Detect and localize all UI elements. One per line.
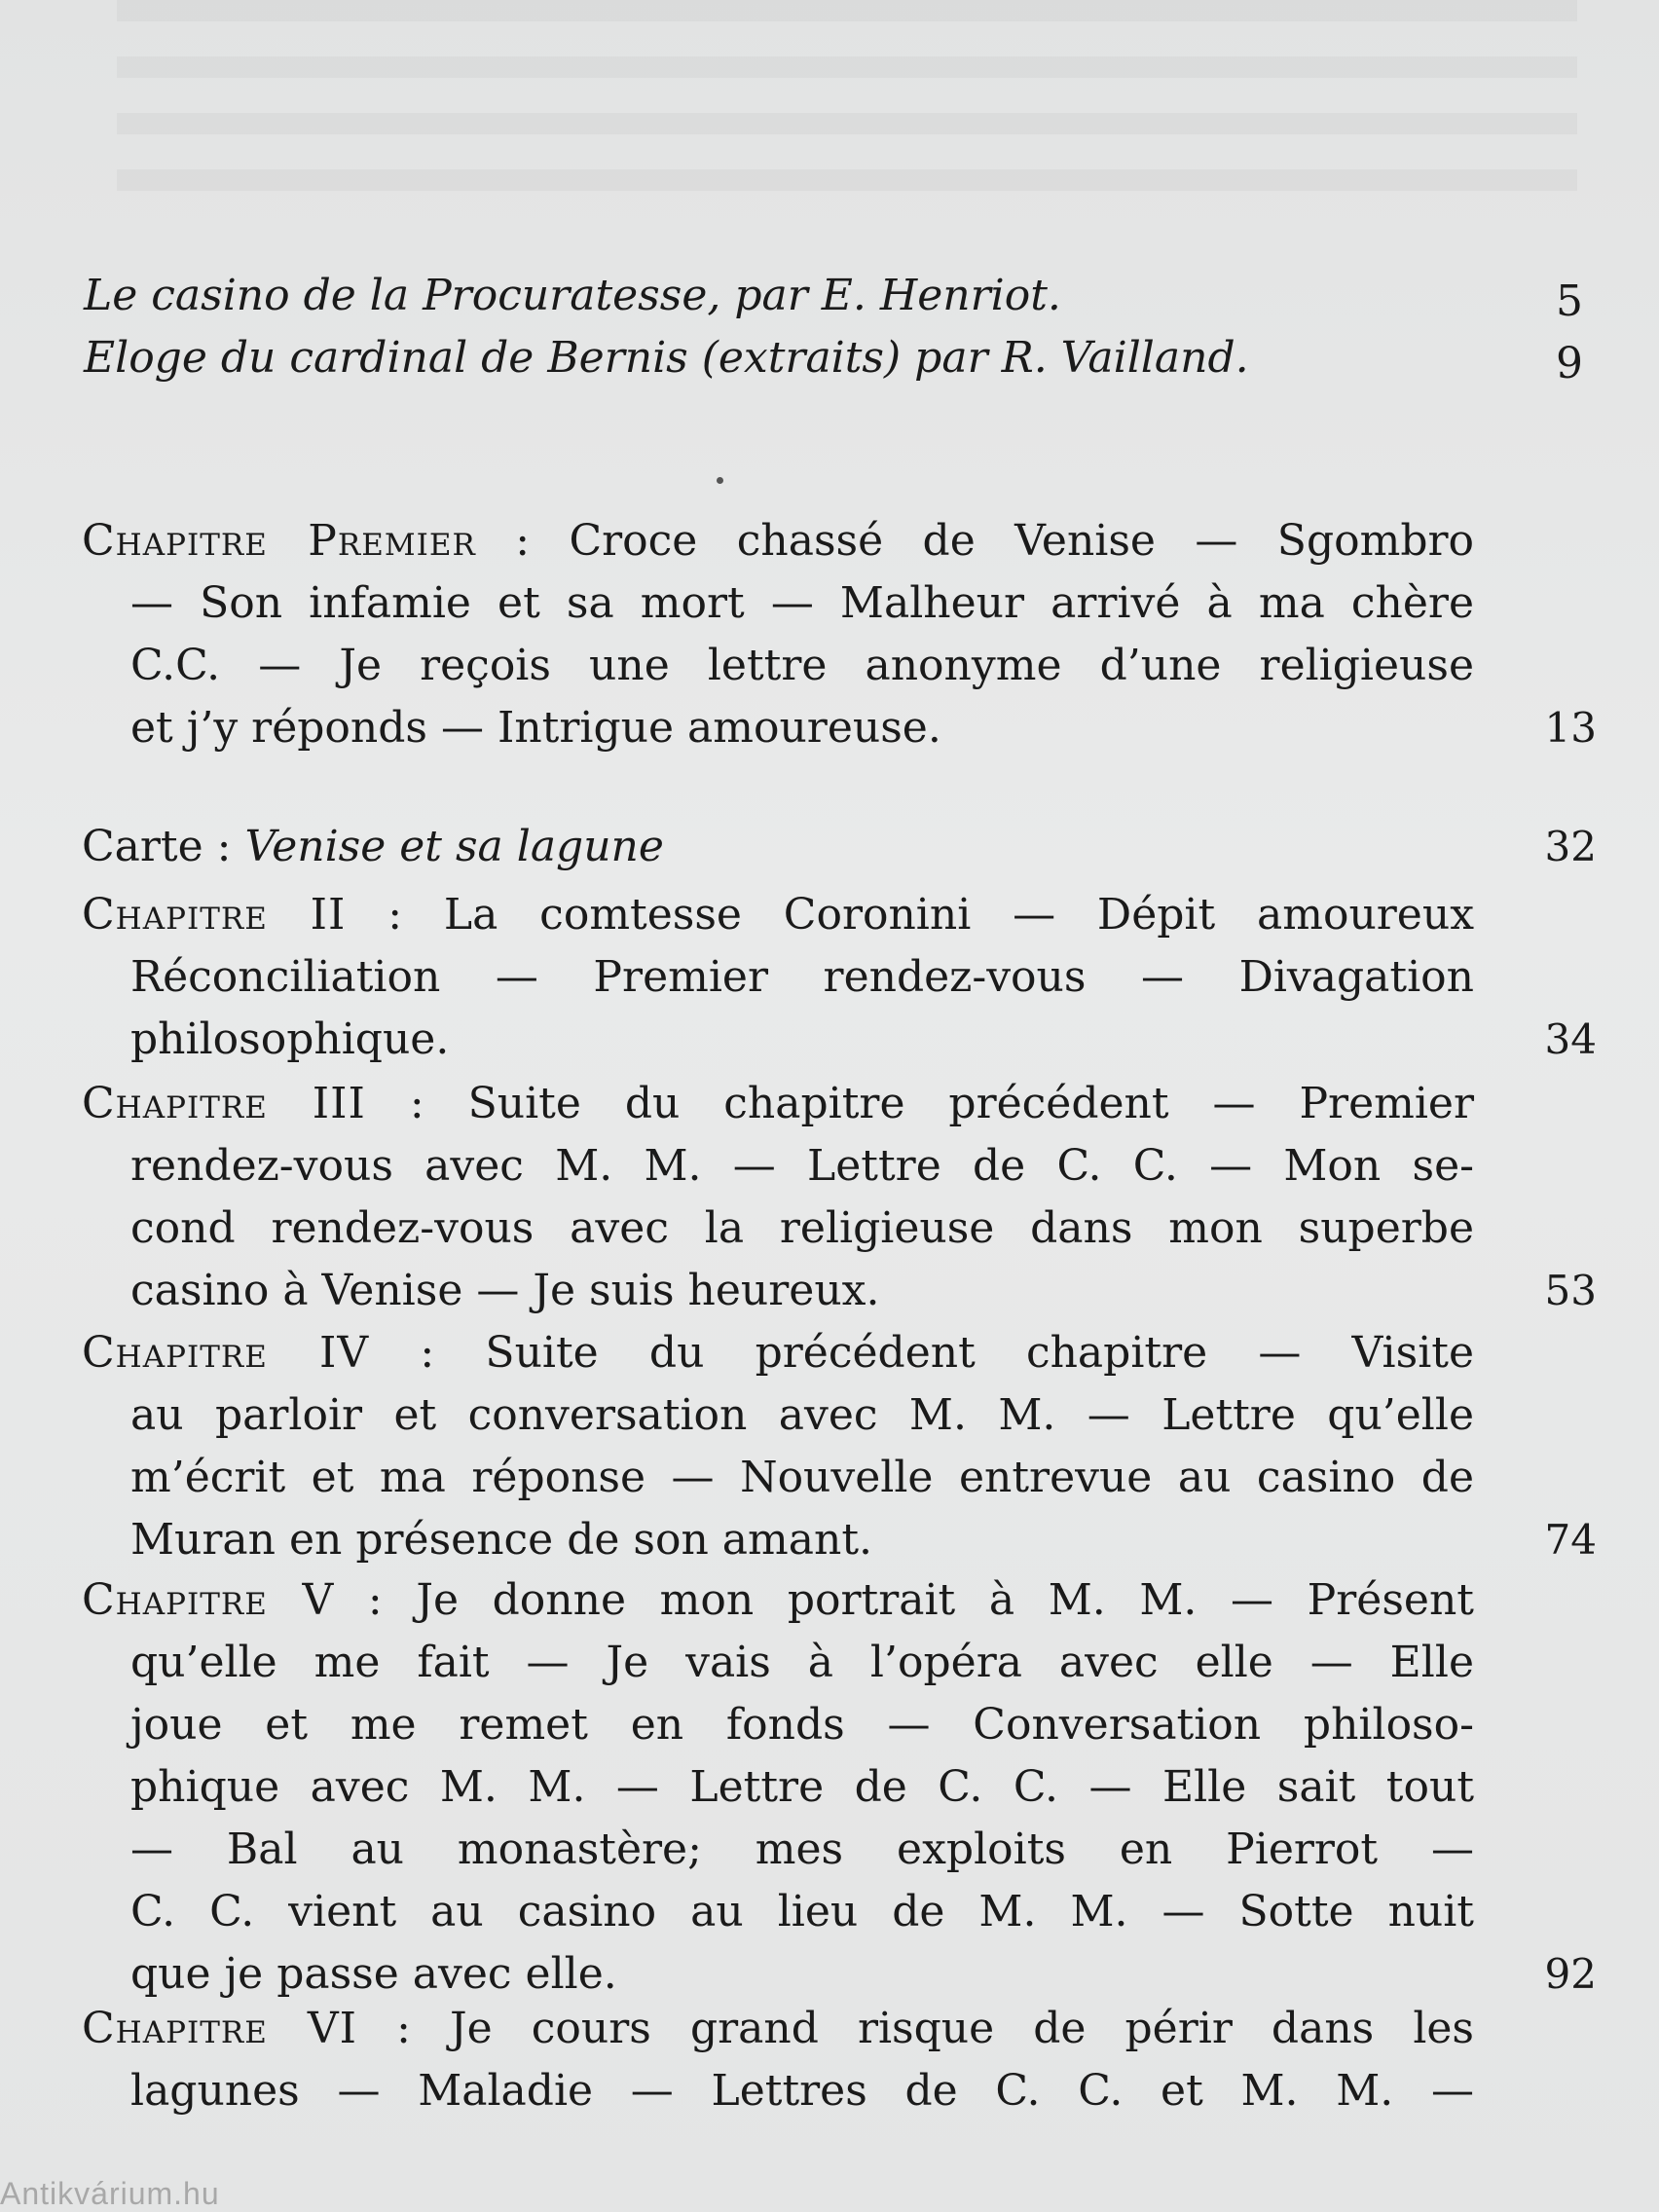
chapter-label: Chapitre IV — [82, 1328, 370, 1378]
chapter-summary-line: : Je donne mon portrait à M. M. — Présent — [334, 1575, 1474, 1625]
chapter-summary-line: Muran en présence de son amant. — [130, 1515, 872, 1565]
chapter-summary-line: — Son infamie et sa mort — Malheur arrivé à ma chère — [130, 578, 1474, 628]
toc-entry-chapitre-5 — [82, 1569, 1597, 2006]
page-number: 74 — [1544, 1516, 1597, 1564]
carte-label: Carte : — [82, 822, 245, 871]
chapter-summary-line: et j’y réponds — Intrigue amoureuse. — [130, 703, 941, 753]
toc-entry-chapitre-2 — [82, 884, 1597, 1071]
toc-entry-chapitre-premier — [82, 510, 1597, 759]
chapter-summary-line: phique avec M. M. — Lettre de C. C. — Elle sait tout — [130, 1762, 1474, 1812]
chapter-summary-line: rendez-vous avec M. M. — Lettre de C. C. — Mon se- — [130, 1141, 1474, 1191]
page-number: 34 — [1544, 1015, 1597, 1063]
chapter-summary-line: au parloir et conversation avec M. M. — Lettre qu’elle — [130, 1390, 1474, 1440]
chapter-label: Chapitre III — [82, 1079, 366, 1128]
intro-title: Eloge du cardinal de Bernis (extraits) par R. Vailland. — [84, 333, 1249, 383]
chapter-summary-line: : La comtesse Coronini — Dépit amoureux — [346, 890, 1475, 940]
toc-intro-entry — [84, 267, 1583, 325]
chapter-summary-line: Réconciliation — Premier rendez-vous — Divagation — [130, 952, 1474, 1002]
toc-entry-chapitre-4 — [82, 1322, 1597, 1571]
chapter-summary-line: : Suite du précédent chapitre — Visite — [369, 1328, 1474, 1378]
chapter-summary-line: joue et me remet en fonds — Conversation philoso- — [130, 1700, 1474, 1750]
chapter-summary-line: qu’elle me fait — Je vais à l’opéra avec elle — Elle — [130, 1638, 1474, 1687]
page-number: 13 — [1544, 704, 1597, 752]
chapter-label: Chapitre II — [82, 890, 347, 940]
toc-entry-chapitre-3 — [82, 1073, 1597, 1322]
chapter-label: Chapitre VI — [82, 2004, 358, 2053]
intro-title: Le casino de la Procuratesse, par E. Henriot. — [84, 271, 1061, 320]
chapter-summary-line: : Je cours grand risque de périr dans les — [357, 2004, 1475, 2053]
toc-intro-entry — [84, 329, 1583, 387]
page-number: 9 — [1556, 339, 1583, 388]
chapter-label: Chapitre V — [82, 1575, 335, 1625]
bleed-through-text — [117, 0, 1577, 224]
ink-dot — [717, 477, 723, 484]
chapter-summary-line: que je passe avec elle. — [130, 1949, 617, 1999]
page-number: 92 — [1544, 1950, 1597, 1998]
carte-title: Venise et sa lagune — [244, 822, 664, 871]
chapter-label: Chapitre Premier — [82, 516, 476, 566]
chapter-summary-line: : Croce chassé de Venise — Sgombro — [475, 516, 1475, 566]
chapter-summary-line: m’écrit et ma réponse — Nouvelle entrevue au casino de — [130, 1453, 1474, 1502]
chapter-summary-line: casino à Venise — Je suis heureux. — [130, 1266, 880, 1315]
chapter-summary-line: philosophique. — [130, 1014, 450, 1064]
toc-entry-carte — [82, 816, 1597, 878]
chapter-summary-line: lagunes — Maladie — Lettres de C. C. et M. M. — — [130, 2066, 1474, 2116]
chapter-summary-line: cond rendez-vous avec la religieuse dans mon superbe — [130, 1203, 1474, 1253]
chapter-summary-line: — Bal au monastère; mes exploits en Pierrot — — [130, 1825, 1474, 1874]
page-number: 32 — [1544, 823, 1597, 870]
chapter-summary-line: C.C. — Je reçois une lettre anonyme d’une religieuse — [130, 641, 1474, 690]
page-number: 53 — [1544, 1267, 1597, 1314]
chapter-summary-line: : Suite du chapitre précédent — Premier — [365, 1079, 1474, 1128]
page-number: 5 — [1556, 276, 1583, 326]
watermark: Antikvárium.hu — [0, 2176, 220, 2211]
chapter-summary-line: C. C. vient au casino au lieu de M. M. — Sotte nuit — [130, 1887, 1474, 1936]
toc-entry-chapitre-6 — [82, 1998, 1597, 2122]
